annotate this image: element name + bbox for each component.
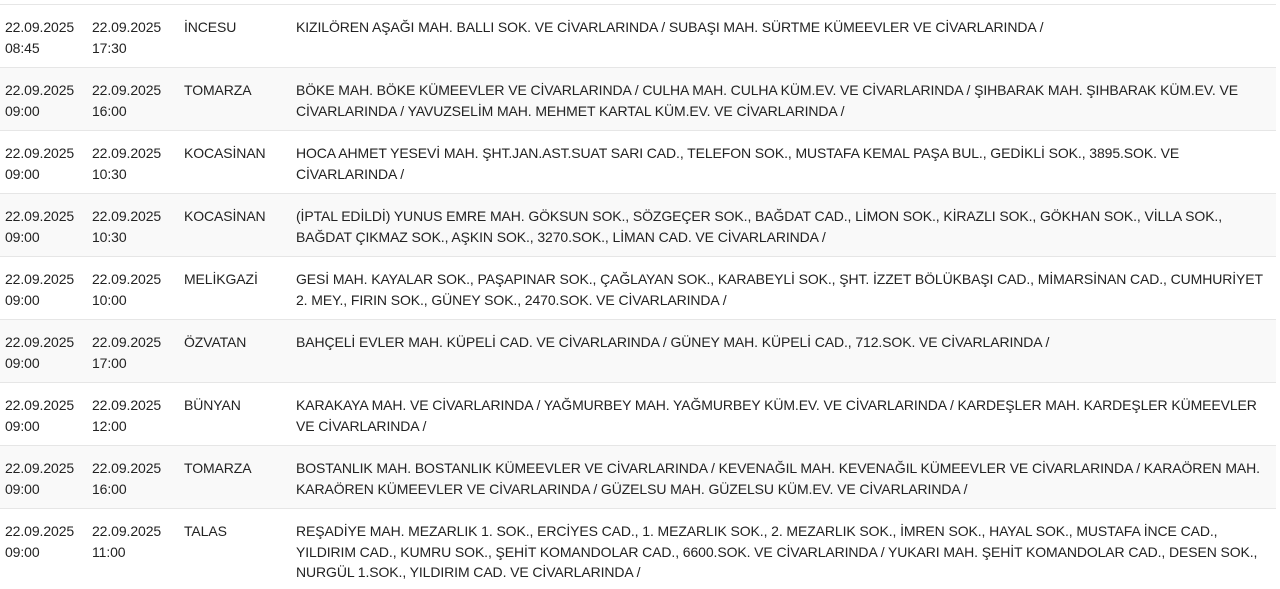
district-name: TOMARZA	[184, 82, 252, 98]
affected-streets-cell	[296, 320, 1276, 382]
affected-streets-cell	[296, 68, 1276, 130]
start-date: 22.09.2025	[5, 397, 75, 413]
end-datetime-cell	[92, 131, 184, 193]
district-cell	[184, 383, 296, 445]
affected-streets-line: BOSTANLIK MAH. BOSTANLIK KÜMEEVLER VE CİVARLARINDA / KEVENAĞIL MAH. KEVENAĞIL KÜMEEVLER VE CİVARLARINDA / KARAÖREN MAH.	[296, 460, 1260, 476]
start-date: 22.09.2025	[5, 460, 75, 476]
affected-streets-line: BAHÇELİ EVLER MAH. KÜPELİ CAD. VE CİVARLARINDA / GÜNEY MAH. KÜPELİ CAD., 712.SOK. VE CİVARLARINDA /	[296, 334, 1050, 350]
end-datetime-cell	[92, 68, 184, 130]
affected-streets-cell	[296, 509, 1276, 589]
end-date: 22.09.2025	[92, 334, 162, 350]
district-cell	[184, 257, 296, 319]
affected-streets-line: NURGÜL 1.SOK., YILDIRIM CAD. VE CİVARLARINDA /	[296, 564, 641, 580]
affected-streets-cell	[296, 383, 1276, 445]
end-datetime-cell	[92, 194, 184, 256]
start-datetime-cell	[0, 509, 92, 589]
end-time: 10:30	[92, 228, 127, 245]
table-row	[0, 509, 1276, 589]
start-time: 09:00	[5, 102, 40, 119]
end-time: 16:00	[92, 480, 127, 497]
affected-streets-line: 2. MEY., FIRIN SOK., GÜNEY SOK., 2470.SOK. VE CİVARLARINDA /	[296, 291, 727, 308]
end-date: 22.09.2025	[92, 82, 162, 98]
affected-streets-line: BÖKE MAH. BÖKE KÜMEEVLER VE CİVARLARINDA / CULHA MAH. CULHA KÜM.EV. VE CİVARLARINDA / ŞIHBARAK MAH. ŞIHBARAK KÜM.EV. VE	[296, 82, 1238, 98]
table-row	[0, 320, 1276, 383]
district-cell	[184, 131, 296, 193]
end-datetime-cell	[92, 257, 184, 319]
end-time: 11:00	[92, 543, 126, 560]
table-row	[0, 383, 1276, 446]
affected-streets-cell	[296, 131, 1276, 193]
affected-streets-line: VE CİVARLARINDA /	[296, 417, 427, 434]
end-time: 10:30	[92, 165, 127, 182]
table-row	[0, 68, 1276, 131]
start-time: 09:00	[5, 354, 40, 371]
district-name: MELİKGAZİ	[184, 271, 258, 287]
affected-streets-line: KIZILÖREN AŞAĞI MAH. BALLI SOK. VE CİVARLARINDA / SUBAŞI MAH. SÜRTME KÜMEEVLER VE CİVARLARINDA /	[296, 19, 1044, 35]
start-date: 22.09.2025	[5, 82, 75, 98]
start-time: 08:45	[5, 39, 40, 56]
start-time: 09:00	[5, 480, 40, 497]
start-date: 22.09.2025	[5, 334, 75, 350]
affected-streets-line: CİVARLARINDA /	[296, 165, 405, 182]
district-name: KOCASİNAN	[184, 145, 266, 161]
district-name: KOCASİNAN	[184, 208, 266, 224]
table-row	[0, 5, 1276, 68]
district-name: BÜNYAN	[184, 397, 241, 413]
district-name: İNCESU	[184, 19, 237, 35]
end-date: 22.09.2025	[92, 19, 162, 35]
table-row	[0, 194, 1276, 257]
affected-streets-cell	[296, 446, 1276, 508]
start-datetime-cell	[0, 5, 92, 67]
start-time: 09:00	[5, 165, 40, 182]
affected-streets-line: BAĞDAT ÇIKMAZ SOK., AŞKIN SOK., 3270.SOK., LİMAN CAD. VE CİVARLARINDA /	[296, 228, 826, 245]
table-row	[0, 131, 1276, 194]
start-datetime-cell	[0, 131, 92, 193]
start-date: 22.09.2025	[5, 145, 75, 161]
start-time: 09:00	[5, 543, 40, 560]
start-date: 22.09.2025	[5, 271, 75, 287]
affected-streets-line: REŞADİYE MAH. MEZARLIK 1. SOK., ERCİYES CAD., 1. MEZARLIK SOK., 2. MEZARLIK SOK., İMREN SOK., HAYAL SOK., MUSTAFA İNCE CAD.,	[296, 523, 1218, 539]
end-datetime-cell	[92, 320, 184, 382]
table-row	[0, 446, 1276, 509]
end-datetime-cell	[92, 383, 184, 445]
affected-streets-cell	[296, 5, 1276, 67]
start-datetime-cell	[0, 257, 92, 319]
district-cell	[184, 446, 296, 508]
start-datetime-cell	[0, 68, 92, 130]
start-time: 09:00	[5, 228, 40, 245]
end-date: 22.09.2025	[92, 145, 162, 161]
district-name: TALAS	[184, 523, 227, 539]
outage-table	[0, 4, 1276, 589]
start-date: 22.09.2025	[5, 523, 75, 539]
end-datetime-cell	[92, 5, 184, 67]
start-time: 09:00	[5, 291, 40, 308]
end-time: 16:00	[92, 102, 127, 119]
district-name: ÖZVATAN	[184, 334, 247, 350]
affected-streets-line: (İPTAL EDİLDİ) YUNUS EMRE MAH. GÖKSUN SOK., SÖZGEÇER SOK., BAĞDAT CAD., LİMON SOK., KİRAZLI SOK., GÖKHAN SOK., VİLLA SOK.,	[296, 208, 1223, 224]
start-datetime-cell	[0, 194, 92, 256]
district-cell	[184, 509, 296, 589]
end-datetime-cell	[92, 446, 184, 508]
affected-streets-line: CİVARLARINDA / YAVUZSELİM MAH. MEHMET KARTAL KÜM.EV. VE CİVARLARINDA /	[296, 102, 845, 119]
affected-streets-line: GESİ MAH. KAYALAR SOK., PAŞAPINAR SOK., ÇAĞLAYAN SOK., KARABEYLİ SOK., ŞHT. İZZET BÖLÜKBAŞI CAD., MİMARSİNAN CAD., CUMHURİYET	[296, 271, 1263, 287]
district-cell	[184, 5, 296, 67]
end-time: 17:00	[92, 354, 127, 371]
end-date: 22.09.2025	[92, 523, 162, 539]
end-datetime-cell	[92, 509, 184, 589]
affected-streets-line: HOCA AHMET YESEVİ MAH. ŞHT.JAN.AST.SUAT SARI CAD., TELEFON SOK., MUSTAFA KEMAL PAŞA BUL., GEDİKLİ SOK., 3895.SOK. VE	[296, 145, 1180, 161]
affected-streets-cell	[296, 257, 1276, 319]
district-name: TOMARZA	[184, 460, 252, 476]
start-datetime-cell	[0, 320, 92, 382]
affected-streets-line: KARAÖREN KÜMEEVLER VE CİVARLARINDA / GÜZELSU MAH. GÜZELSU KÜM.EV. VE CİVARLARINDA /	[296, 480, 968, 497]
start-datetime-cell	[0, 446, 92, 508]
start-datetime-cell	[0, 383, 92, 445]
end-date: 22.09.2025	[92, 208, 162, 224]
affected-streets-cell	[296, 194, 1276, 256]
end-date: 22.09.2025	[92, 460, 162, 476]
end-time: 12:00	[92, 417, 127, 434]
affected-streets-line: KARAKAYA MAH. VE CİVARLARINDA / YAĞMURBEY MAH. YAĞMURBEY KÜM.EV. VE CİVARLARINDA / KARDEŞLER MAH. KARDEŞLER KÜMEEVLER	[296, 397, 1257, 413]
district-cell	[184, 68, 296, 130]
end-time: 17:30	[92, 39, 127, 56]
affected-streets-line: YILDIRIM CAD., KUMRU SOK., ŞEHİT KOMANDOLAR CAD., 6600.SOK. VE CİVARLARINDA / YUKARI MAH. ŞEHİT KOMANDOLAR CAD., DESEN SOK.,	[296, 543, 1258, 560]
district-cell	[184, 320, 296, 382]
start-time: 09:00	[5, 417, 40, 434]
end-date: 22.09.2025	[92, 271, 162, 287]
end-date: 22.09.2025	[92, 397, 162, 413]
district-cell	[184, 194, 296, 256]
start-date: 22.09.2025	[5, 19, 75, 35]
table-row	[0, 257, 1276, 320]
start-date: 22.09.2025	[5, 208, 75, 224]
end-time: 10:00	[92, 291, 127, 308]
